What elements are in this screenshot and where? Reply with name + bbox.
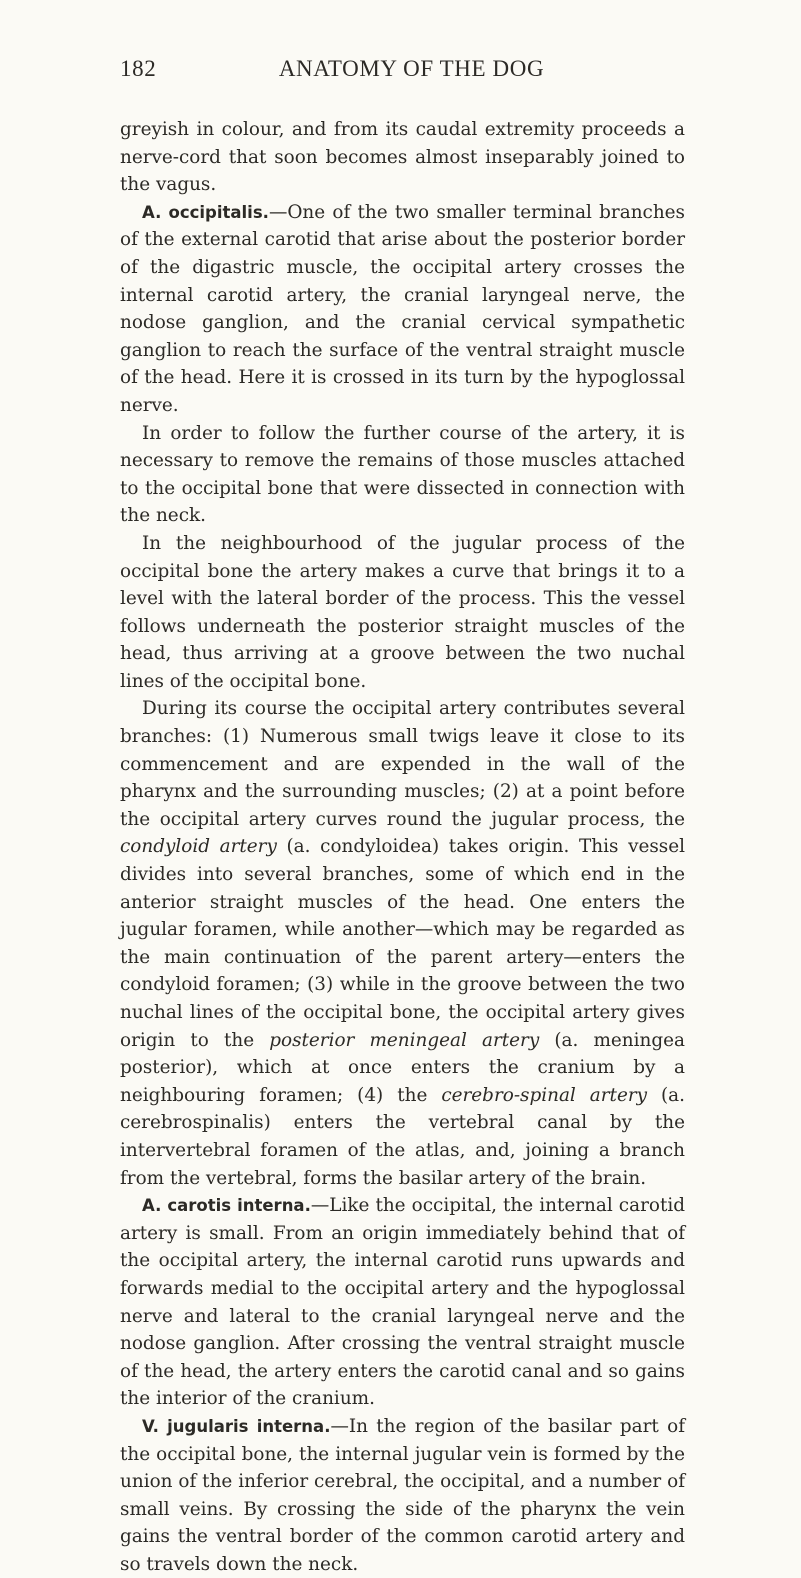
italic-term: condyloid artery [120, 836, 277, 858]
paragraph-text: (a. meningea posterior), which at once enters the cranium by a neighbouring foramen; (4) the [120, 1029, 685, 1106]
running-title: ANATOMY OF THE DOG [278, 56, 545, 81]
paragraph-text: (a. condyloidea) takes origin. This vessel divides into several branches, some of which end in the anterior straight muscles of the head. One enters the jugular foramen, while another—which may be regarded as the main continuation of the parent artery—enters the condyloid foramen; (3) while in the groove between the two nuchal lines of the occipital bone, the occipital artery gives origin to the [120, 836, 686, 1051]
section-occipital-artery [120, 199, 685, 420]
section-heading: V. jugularis interna. [142, 1416, 331, 1436]
paragraph-text: (a. cerebrospinalis) enters the vertebral canal by the intervertebral foramen of the atlas, and, joining a branch from the vertebral, forms the basilar artery of the brain. [120, 1084, 685, 1189]
paragraph-text: During its course the occipital artery contributes several branches: (1) Numerous small twigs leave it close to its commencement and are expended in the wall of the pharynx and the surrounding muscles; (2) at a point before the occipital artery curves round the jugular process, the [120, 698, 685, 830]
paragraph [120, 530, 685, 696]
section-internal-carotid [120, 1192, 685, 1413]
paragraph-text: greyish in colour, and from its caudal extremity proceeds a nerve-cord that soon becomes almost inseparably joined to the vagus. [120, 119, 685, 196]
paragraph [120, 420, 685, 530]
paragraph-text: —One of the two smaller terminal branches of the external carotid that arise about the posterior border of the digastric muscle, the occipital artery crosses the internal carotid artery, the cranial laryngeal nerve, the nodose ganglion, and the cranial cervical sympathetic ganglion to reach the surface of the ventral straight muscle of the head. Here it is crossed in its turn by the hypoglossal nerve. [120, 201, 685, 416]
page-header [120, 56, 685, 90]
paragraph-text: In order to follow the further course of the artery, it is necessary to remove the remains of those muscles attached to the occipital bone that were dissected in connection with the neck. [120, 422, 685, 527]
paragraph-continuation [120, 116, 685, 199]
italic-term: posterior meningeal artery [269, 1029, 540, 1051]
body-text [120, 116, 685, 1578]
section-internal-jugular [120, 1413, 685, 1578]
paragraph-text: In the neighbourhood of the jugular process of the occipital bone the artery makes a curve that brings it to a level with the lateral border of the process. This the vessel follows underneath the posterior straight muscles of the head, thus arriving at a groove between the two nuchal lines of the occipital bone. [120, 532, 685, 692]
section-heading: A. carotis interna. [142, 1196, 311, 1216]
paragraph-text: —Like the occipital, the internal carotid artery is small. From an origin immediately behind that of the occipital artery, the internal carotid runs upwards and forwards medial to the occipital artery and the hypoglossal nerve and lateral to the cranial laryngeal nerve and the nodose ganglion. After crossing the ventral straight muscle of the head, the artery enters the carotid canal and so gains the interior of the cranium. [120, 1195, 685, 1410]
paragraph-text: —In the region of the basilar part of the occipital bone, the internal jugular vein is formed by the union of the inferior cerebral, the occipital, and a number of small veins. By crossing the side of the pharynx the vein gains the ventral border of the common carotid artery and so travels down the neck. [120, 1415, 685, 1575]
page-number: 182 [120, 56, 157, 81]
section-heading: A. occipitalis. [142, 202, 269, 222]
paragraph-branches [120, 695, 685, 1192]
italic-term: cerebro-spinal artery [441, 1084, 648, 1106]
